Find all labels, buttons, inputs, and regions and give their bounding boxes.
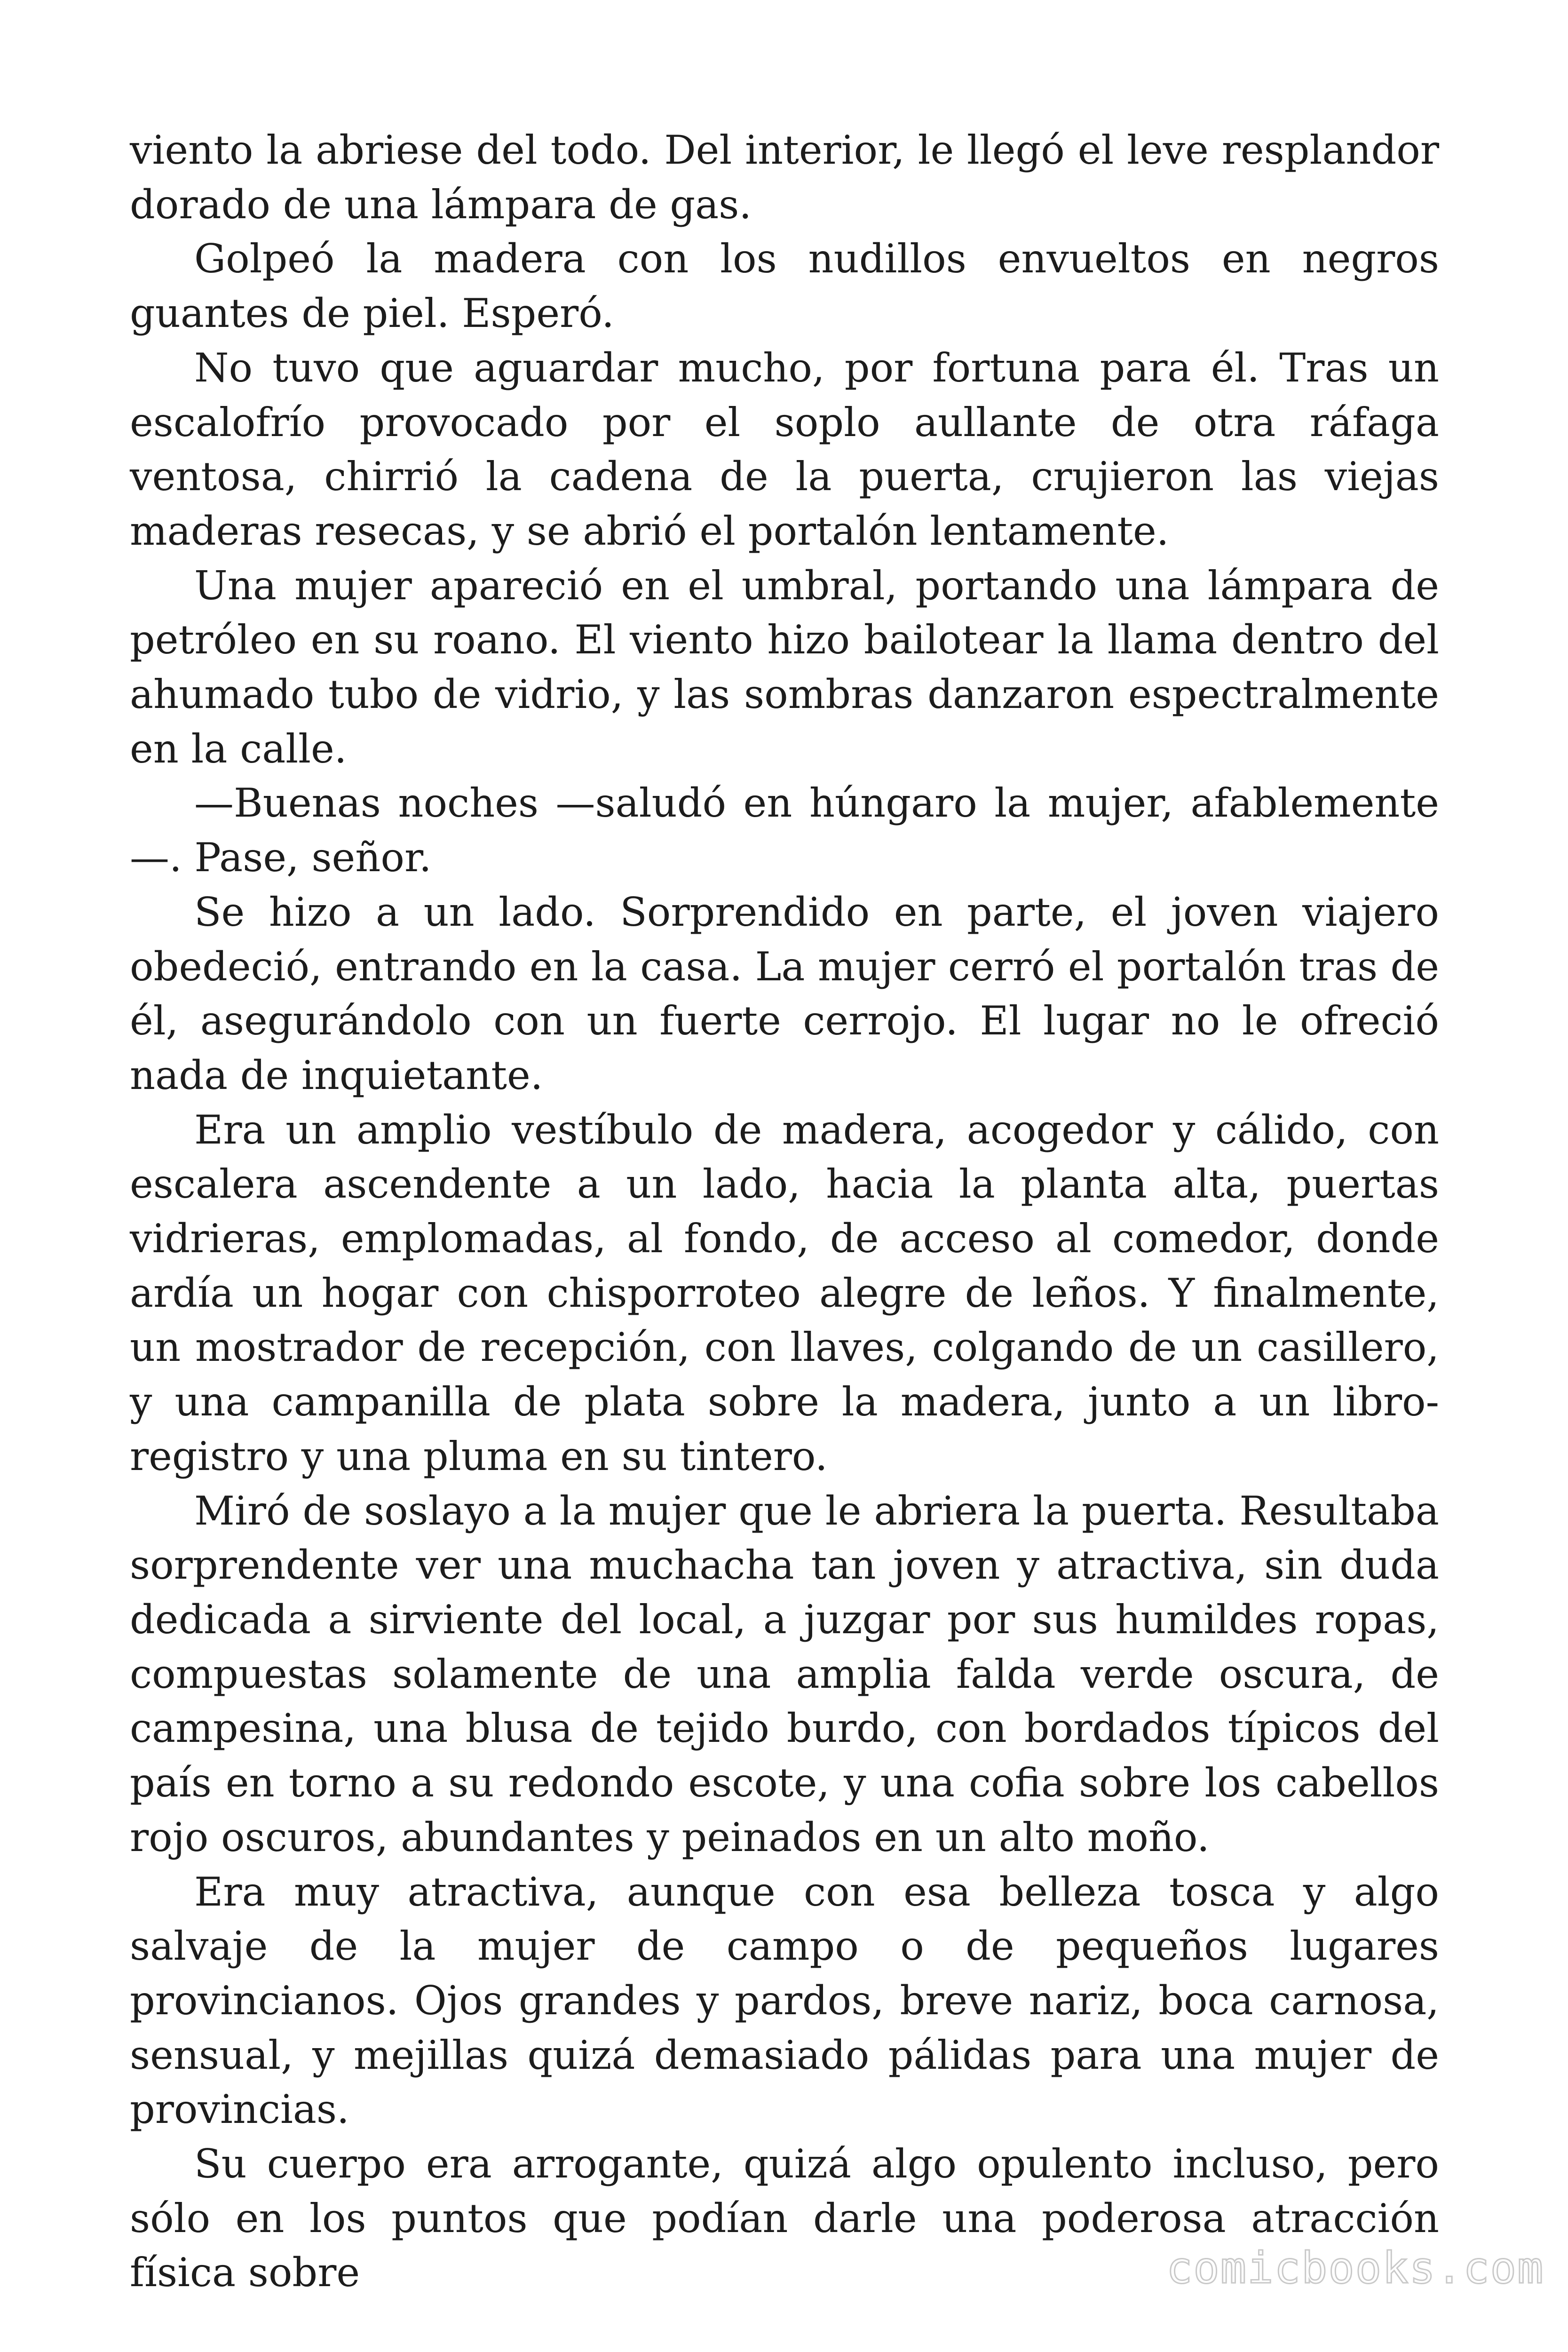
paragraph-10: Su cuerpo era arrogante, quizá algo opulento incluso, pero sólo en los puntos que podían darle una poderosa atracción física sobre <box>130 2141 1439 2296</box>
paragraph-6: Se hizo a un lado. Sorprendido en parte, el joven viajero obedeció, entrando en la casa. La mujer cerró el portalón tras de él, asegurándolo con un fuerte cerrojo. El lugar no le ofreció nada de inquietante. <box>130 889 1439 1098</box>
paragraph-7: Era un amplio vestíbulo de madera, acogedor y cálido, con escalera ascendente a un lado, hacia la planta alta, puertas vidrieras, emplomadas, al fondo, de acceso al comedor, donde ardía un hogar con chisporroteo alegre de leños. Y finalmente, un mostrador de recepción, con llaves, colgando de un casillero, y una campanilla de plata sobre la madera, junto a un libro-registro y una pluma en su tintero. <box>130 1106 1439 1479</box>
watermark: comicbooks.com <box>1166 2243 1544 2293</box>
paragraph-8: Miró de soslayo a la mujer que le abriera la puerta. Resultaba sorprendente ver una muchacha tan joven y atractiva, sin duda dedicada a sirviente del local, a juzgar por sus humildes ropas, compuestas solamente de una amplia falda verde oscura, de campesina, una blusa de tejido burdo, con bordados típicos del país en torno a su redondo escote, y una cofia sobre los cabellos rojo oscuros, abundantes y peinados en un alto moño. <box>130 1487 1439 1860</box>
paragraph-2: Golpeó la madera con los nudillos envueltos en negros guantes de piel. Esperó. <box>130 236 1439 337</box>
paragraph-5: —Buenas noches —saludó en húngaro la mujer, afablemente—. Pase, señor. <box>130 780 1439 881</box>
paragraph-9: Era muy atractiva, aunque con esa belleza tosca y algo salvaje de la mujer de campo o de pequeños lugares provincianos. Ojos grandes y pardos, breve nariz, boca carnosa, sensual, y mejillas quizá demasiado pálidas para una mujer de provincias. <box>130 1868 1439 2133</box>
paragraph-3: No tuvo que aguardar mucho, por fortuna para él. Tras un escalofrío provocado por el soplo aullante de otra ráfaga ventosa, chirrió la cadena de la puerta, crujieron las viejas maderas resecas, y se abrió el portalón lentamente. <box>130 344 1439 554</box>
book-page-text <box>130 123 1439 2300</box>
paragraph-4: Una mujer apareció en el umbral, portando una lámpara de petróleo en su roano. El viento hizo bailotear la llama dentro del ahumado tubo de vidrio, y las sombras danzaron espectralmente en la calle. <box>130 562 1439 772</box>
paragraph-1: viento la abriese del todo. Del interior, le llegó el leve resplandor dorado de una lámpara de gas. <box>130 127 1439 228</box>
